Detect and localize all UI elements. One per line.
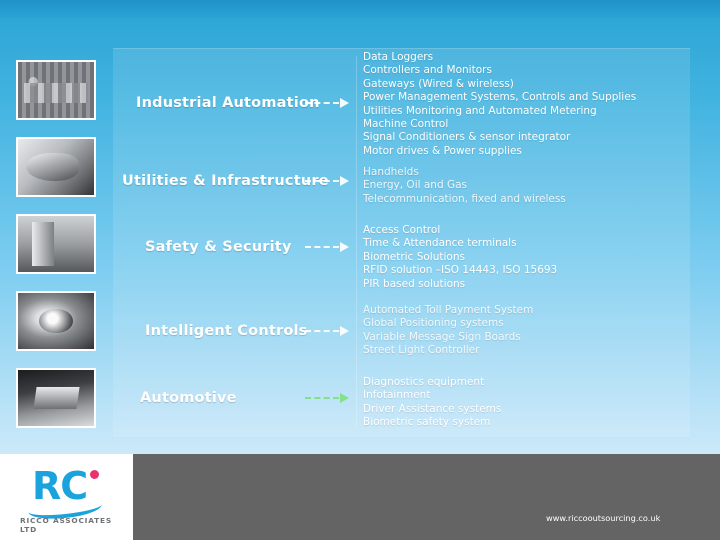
top-band [0,0,720,18]
thumbnail-pcb-board-photo [16,60,96,120]
detail-item: Gateways (Wired & wireless) [363,77,514,90]
detail-group-automotive [363,376,501,430]
dashed-arrow-icon-4 [305,326,349,336]
logo-dot-icon [90,470,99,479]
photo-placeholder [18,139,94,195]
category-label-safety-security: Safety & Security [145,239,292,255]
detail-item: Biometric Solutions [363,250,465,263]
logo-mark-text: RC [32,464,88,508]
category-label-utilities-infrastructure: Utilities & Infrastructure [122,173,329,189]
category-label-intelligent-controls: Intelligent Controls [145,323,308,339]
footer-website-url: www.riccooutsourcing.co.uk [546,513,661,523]
detail-item: Energy, Oil and Gas [363,179,468,192]
logo-company-name: RICCO ASSOCIATES LTD [20,516,112,534]
detail-item: Telecommunication, fixed and wireless [363,192,566,205]
detail-group-intelligent-controls [363,304,533,358]
footer-bar [133,454,720,540]
panel-divider [356,56,357,428]
category-label-automotive: Automotive [140,390,237,406]
category-label-industrial-automation: Industrial Automation [136,95,320,111]
detail-item: Motor drives & Power supplies [363,144,522,157]
detail-item: Handhelds [363,166,419,178]
dashed-arrow-icon-5 [305,393,349,403]
company-logo [16,462,124,532]
photo-placeholder [18,370,94,426]
detail-item: Time & Attendance terminals [363,237,517,250]
detail-item: Signal Conditioners & sensor integrator [363,131,571,144]
detail-item: Street Light Controller [363,344,480,357]
detail-item: RFID solution –ISO 14443, ISO 15693 [363,264,558,277]
detail-item: Biometric safety system [363,416,491,429]
dashed-arrow-icon-2 [305,176,349,186]
dashed-arrow-icon-3 [305,242,349,252]
thumbnail-camera-lens-photo [16,291,96,351]
detail-item: Infotainment [363,389,431,402]
detail-item: Utilities Monitoring and Automated Metering [363,104,597,117]
thumbnail-sensor-device-photo [16,137,96,197]
detail-item: Power Management Systems, Controls and Supplies [363,91,637,104]
detail-item: Data Loggers [363,51,434,63]
detail-group-industrial-automation [363,51,636,158]
detail-group-utilities-infrastructure [363,166,566,206]
dashed-arrow-icon-1 [305,98,349,108]
photo-placeholder [18,293,94,349]
detail-item: Diagnostics equipment [363,376,485,388]
detail-group-safety-security [363,224,557,291]
detail-item: Controllers and Monitors [363,64,492,77]
detail-item: Access Control [363,224,441,236]
thumbnail-car-dashboard-photo [16,368,96,428]
detail-item: Automated Toll Payment System [363,304,534,316]
thumbnail-column [16,60,100,445]
detail-item: Driver Assistance systems [363,402,502,415]
thumbnail-control-cabinet-photo [16,214,96,274]
detail-item: Global Positioning systems [363,317,504,330]
detail-item: Machine Control [363,118,449,131]
detail-item: Variable Message Sign Boards [363,330,521,343]
photo-placeholder [18,62,94,118]
detail-item: PIR based solutions [363,277,466,290]
photo-placeholder [18,216,94,272]
